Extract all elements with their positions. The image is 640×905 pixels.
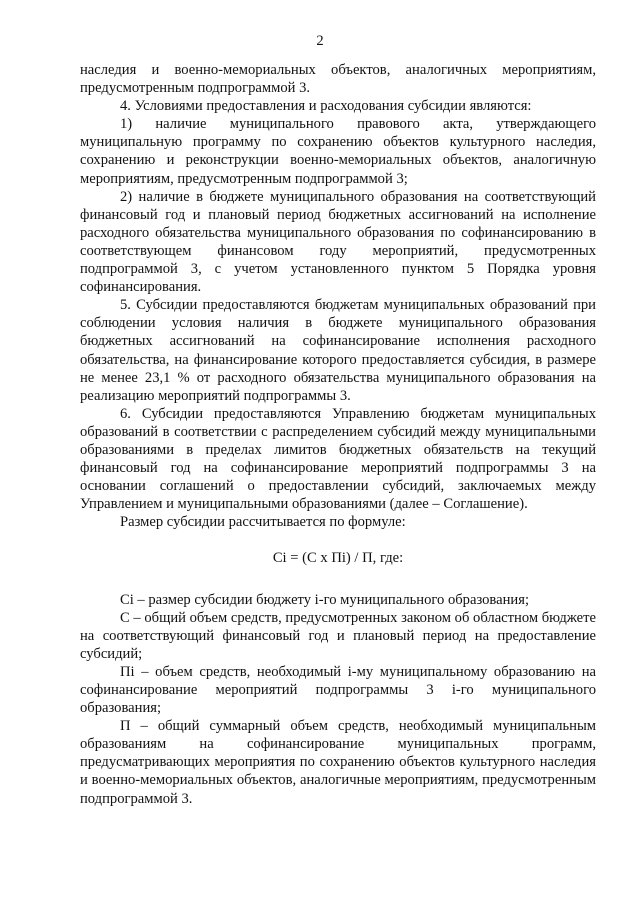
page-number: 2 <box>316 33 324 49</box>
document-body <box>80 61 596 808</box>
definition-p: П – общий суммарный объем средств, необходимый муниципальным образованиям на софинансирование муниципальных программ, предусматривающих мероприятия по сохранению объектов культурного наследия и военно-мемориальных объектов, аналогичные мероприятиям, предусмотренным подпрограммой 3. <box>80 718 596 807</box>
paragraph-item-4: 4. Условиями предоставления и расходования субсидии являются: <box>120 98 532 115</box>
paragraph-item-5: 5. Субсидии предоставляются бюджетам муниципальных образований при соблюдении условия наличия в бюджете муниципального образования бюджетных ассигнований на софинансирование исполнения расходного обязательства, на финансирование которого предоставляется субсидия, в размере не менее 23,1 % от расходного обязательства муниципального образования на реализацию мероприятий подпрограммы 3. <box>80 297 596 404</box>
paragraph-item-6: 6. Субсидии предоставляются Управлению бюджетам муниципальных образований в соответствии с распределением субсидий между муниципальными образованиями в пределах лимитов бюджетных обязательств на текущий финансовый год на софинансирование мероприятий подпрограммы 3 на основании соглашений о предоставлении субсидий, заключаемых между Управлением и муниципальными образованиями (далее – Соглашение). <box>80 405 596 513</box>
definition-pi: Пi – объем средств, необходимый i-му муниципальному образованию на софинансирование мероприятий подпрограммы 3 i-го муниципального образования; <box>80 663 596 717</box>
definition-ci: Ci – размер субсидии бюджету i-го муниципального образования; <box>120 591 529 608</box>
paragraph-condition-1: 1) наличие муниципального правового акта, утверждающего муниципальную программу по сохранению объектов культурного наследия, сохранению и реконструкции военно-мемориальных объектов, аналогичную мероприятиям, предусмотренным подпрограммой 3; <box>80 116 596 187</box>
paragraph-continuation: наследия и военно-мемориальных объектов, аналогичных мероприятиям, предусмотренным подпрограммой 3. <box>80 62 596 97</box>
formula: Ci = (С х Пi) / П, где: <box>272 550 404 567</box>
definition-c: С – общий объем средств, предусмотренных законом об областном бюджете на соответствующий финансовый год и плановый период на предоставление субсидий; <box>80 609 596 662</box>
paragraph-condition-2: 2) наличие в бюджете муниципального образования на соответствующий финансовый год и плановый период бюджетных ассигнований на исполнение расходного обязательства муниципального образования по софинансированию в соответствующем финансовом году мероприятий, предусмотренных подпрограммой 3, с учетом установленного пунктом 5 Порядка уровня софинансирования. <box>80 188 596 296</box>
paragraph-formula-intro: Размер субсидии рассчитывается по формуле: <box>120 514 406 531</box>
